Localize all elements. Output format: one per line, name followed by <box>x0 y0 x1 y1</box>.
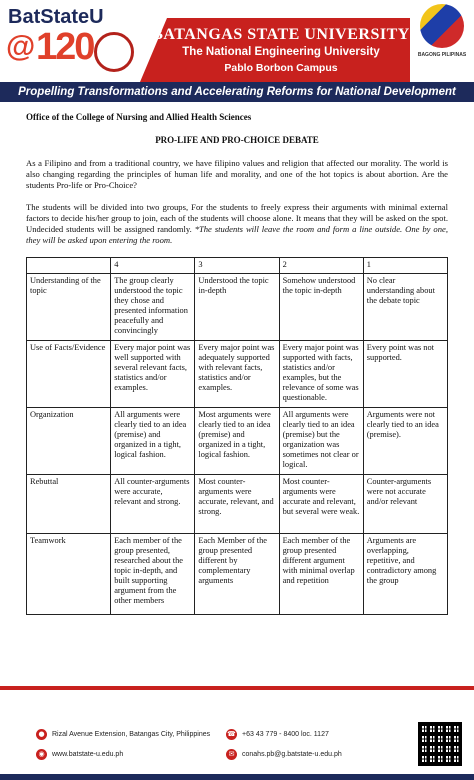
tagline-banner: Propelling Transformations and Accelerating Reforms for National Development <box>0 82 474 102</box>
score-cell: Most counter-arguments were accurate, relevant, and strong. <box>195 475 279 534</box>
criterion-cell: Rebuttal <box>27 475 111 534</box>
header-cell <box>27 258 111 274</box>
table-row <box>27 475 448 534</box>
table-row <box>27 341 448 408</box>
score-cell: No clear understanding about the debate topic <box>363 274 447 341</box>
score-cell: Every major point was well supported with several relevant facts, statistics and/or examples. <box>111 341 195 408</box>
table-row <box>27 408 448 475</box>
header-cell: 1 <box>363 258 447 274</box>
score-cell: Most arguments were clearly tied to an idea (premise) and organized in a tight, logical fashion. <box>195 408 279 475</box>
score-cell: Each Member of the group presented different by complementary arguments <box>195 534 279 615</box>
footer-phone: +63 43 779 - 8400 loc. 1127 <box>242 731 329 738</box>
score-cell: Every major point was supported with facts, statistics and/or examples, but the relevance of some was questionable. <box>279 341 363 408</box>
criterion-cell: Teamwork <box>27 534 111 615</box>
score-cell: Each member of the group presented, researched about the topic in-depth, and built supporting argument from the other members <box>111 534 195 615</box>
score-cell: All arguments were clearly tied to an idea (premise) but the organization was sometimes not clear or logical. <box>279 408 363 475</box>
footer-website[interactable]: www.batstate-u.edu.ph <box>52 751 124 758</box>
document-title: PRO-LIFE AND PRO-CHOICE DEBATE <box>155 135 319 145</box>
footer-divider <box>0 686 474 690</box>
footer-email[interactable]: conahs.pb@g.batstate-u.edu.ph <box>242 751 342 758</box>
score-cell: Arguments were not clearly tied to an idea (premise). <box>363 408 447 475</box>
university-name: BATANGAS STATE UNIVERSITY <box>152 26 410 43</box>
table-row <box>27 534 448 615</box>
mail-icon: ✉ <box>226 749 237 760</box>
instructions-paragraph <box>26 202 448 246</box>
criterion-cell: Understanding of the topic <box>27 274 111 341</box>
instructions-note: *The students will leave the room and form a line outside. One by one, they will be asked upon entering the room. <box>26 224 448 245</box>
score-cell: Counter-arguments were not accurate and/or relevant <box>363 475 447 534</box>
criterion-cell: Organization <box>27 408 111 475</box>
letterhead <box>0 0 474 82</box>
globe-icon: ◉ <box>36 749 47 760</box>
header-cell: 4 <box>111 258 195 274</box>
criterion-cell: Use of Facts/Evidence <box>27 341 111 408</box>
score-cell: Arguments are overlapping, repetitive, and contradictory among the group <box>363 534 447 615</box>
debate-rubric-table <box>26 257 448 615</box>
header-cell: 2 <box>279 258 363 274</box>
footer-address: Rizal Avenue Extension, Batangas City, Philippines <box>52 731 211 738</box>
intro-paragraph: As a Filipino and from a traditional country, we have filipino values and religion that affected our morality. The world is also changing regarding the principles of human life and morality, and one of the hot topics is about abortion. Are the students Pro-life or Pro-Choice? <box>26 158 448 190</box>
logo-title: BatStateU <box>8 6 104 28</box>
university-subtitle: The National Engineering University <box>182 46 380 58</box>
table-row <box>27 274 448 341</box>
table-header-row <box>27 258 448 274</box>
footer-navy-band <box>0 774 474 780</box>
campus-name: Pablo Borbon Campus <box>224 62 338 74</box>
logo-at: @ <box>6 30 36 63</box>
score-cell: Understood the topic in-depth <box>195 274 279 341</box>
score-cell: Every point was not supported. <box>363 341 447 408</box>
instructions-text: The students will be divided into two groups, For the students to freely express their arguments with minimal external factors to decide his/her group to join, each of the students will choose alone. It means that they will be asked on the spot. Undecided students will be assigned randomly. <box>26 202 448 234</box>
phone-icon: ☎ <box>227 730 236 738</box>
header-cell: 3 <box>195 258 279 274</box>
score-cell: Somehow understood the topic in-depth <box>279 274 363 341</box>
qr-code-icon <box>418 722 462 766</box>
score-cell: Most counter-arguments were accurate and relevant, but several were weak. <box>279 475 363 534</box>
bagong-pilipinas-emblem-icon <box>420 4 464 48</box>
office-heading: Office of the College of Nursing and Allied Health Sciences <box>26 112 252 122</box>
score-cell: Each member of the group presented different argument with minimal overlap and repetition <box>279 534 363 615</box>
letterhead-footer <box>0 686 474 780</box>
university-seal-icon <box>94 32 134 72</box>
logo-number: 120 <box>36 26 94 68</box>
location-icon: ● <box>36 729 47 740</box>
document-body <box>26 112 448 615</box>
batstateu-120-logo <box>4 4 132 78</box>
bagong-pilipinas-label: BAGONG PILIPINAS <box>417 52 467 58</box>
score-cell: All arguments were clearly tied to an idea (premise) and organized in a tight, logical fashion. <box>111 408 195 475</box>
bagong-pilipinas-logo <box>414 2 470 74</box>
score-cell: All counter-arguments were accurate, relevant and strong. <box>111 475 195 534</box>
score-cell: The group clearly understood the topic they chose and presented information peacefully and convincingly <box>111 274 195 341</box>
score-cell: Every major point was adequately supported with relevant facts, statistics and/or examples. <box>195 341 279 408</box>
